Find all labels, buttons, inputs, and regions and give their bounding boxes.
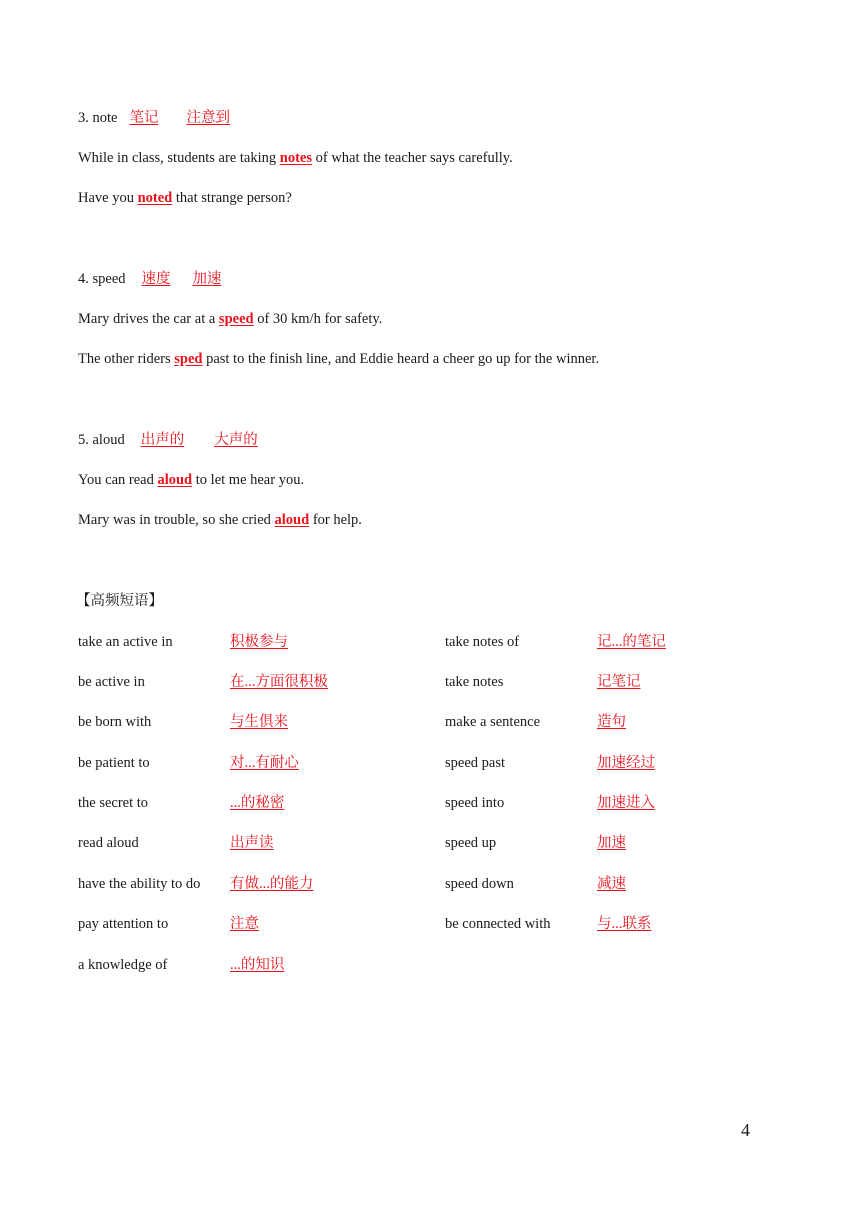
phrase-row [0, 914, 860, 934]
phrase-en: take notes of [445, 634, 520, 650]
meaning: 加速 [192, 271, 222, 287]
phrase-row [0, 833, 860, 853]
phrase-zh: 注意 [230, 916, 259, 932]
phrase-zh: ...的知识 [230, 957, 285, 973]
phrase-row [0, 672, 860, 692]
phrase-zh: 出声读 [230, 835, 274, 851]
phrase-zh: 在...方面很积极 [230, 674, 328, 690]
phrase-zh: 加速进入 [597, 795, 655, 811]
phrase-zh: 积极参与 [230, 634, 288, 650]
phrase-en: be connected with [445, 916, 551, 932]
section-heading-aloud: 5. aloud 出声的 大声的 [78, 432, 258, 448]
page-number: 4 [741, 1120, 750, 1140]
phrase-en: pay attention to [78, 916, 169, 932]
phrase-zh: 记笔记 [597, 674, 641, 690]
answer-word: speed [218, 311, 254, 327]
phrase-en: take notes [445, 674, 504, 690]
answer-word: notes [279, 150, 312, 166]
phrase-row [0, 955, 860, 975]
phrase-zh: ...的秘密 [230, 795, 285, 811]
phrase-en: be born with [78, 714, 152, 730]
phrase-en: make a sentence [445, 714, 541, 730]
phrase-row [0, 712, 860, 732]
phrase-zh: 造句 [597, 714, 626, 730]
phrase-en: the secret to [78, 795, 149, 811]
phrases-title: 【高频短语】 [76, 593, 163, 609]
phrase-en: take an active in [78, 634, 173, 650]
example-sentence: Have you noted that strange person? [78, 190, 292, 206]
phrase-row [0, 793, 860, 813]
phrase-zh: 减速 [597, 876, 626, 892]
answer-word: sped [174, 351, 203, 367]
meaning: 出声的 [140, 432, 185, 448]
example-sentence: Mary drives the car at a speed of 30 km/h for safety. [78, 311, 383, 327]
answer-word: noted [137, 190, 173, 206]
meaning: 速度 [141, 271, 171, 287]
phrase-en: be patient to [78, 755, 150, 771]
meaning: 注意到 [186, 110, 230, 126]
phrase-en: speed up [445, 835, 497, 851]
example-sentence: While in class, students are taking notes of what the teacher says carefully. [78, 150, 513, 166]
meaning: 大声的 [214, 432, 258, 448]
phrase-zh: 与生俱来 [230, 714, 288, 730]
phrase-row [0, 874, 860, 894]
section-heading-note: 3. note 笔记 注意到 [78, 110, 230, 126]
meaning: 笔记 [129, 110, 159, 126]
phrase-zh: 有做...的能力 [230, 876, 314, 892]
phrase-zh: 对...有耐心 [230, 755, 299, 771]
phrase-en: speed into [445, 795, 505, 811]
phrase-en: speed past [445, 755, 505, 771]
section-heading-speed: 4. speed 速度 加速 [78, 271, 222, 287]
example-sentence: The other riders sped past to the finish line, and Eddie heard a cheer go up for the winner. [78, 351, 600, 367]
phrase-zh: 与...联系 [597, 916, 652, 932]
example-sentence: You can read aloud to let me hear you. [78, 472, 305, 488]
phrase-en: a knowledge of [78, 957, 168, 973]
answer-word: aloud [274, 512, 310, 528]
phrase-en: speed down [445, 876, 514, 892]
phrase-en: have the ability to do [78, 876, 201, 892]
phrase-zh: 加速 [597, 835, 626, 851]
phrase-zh: 记...的笔记 [597, 634, 666, 650]
phrase-row [0, 753, 860, 773]
phrase-row [0, 632, 860, 652]
phrase-en: be active in [78, 674, 145, 690]
example-sentence: Mary was in trouble, so she cried aloud for help. [78, 512, 362, 528]
phrase-en: read aloud [78, 835, 139, 851]
phrase-zh: 加速经过 [597, 755, 655, 771]
answer-word: aloud [157, 472, 193, 488]
